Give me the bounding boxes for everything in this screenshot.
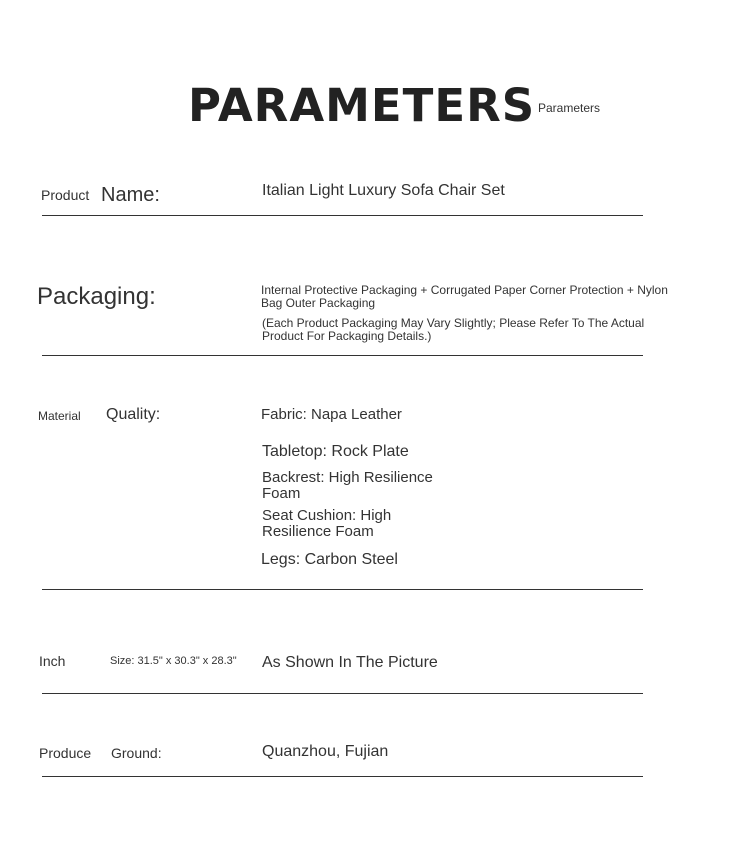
divider-packaging [42, 355, 643, 356]
origin-label-small: Produce [39, 745, 92, 761]
origin-label: Ground: [111, 745, 162, 761]
size-label-small: Inch [39, 653, 66, 669]
packaging-value: Internal Protective Packaging + Corrugated Paper Corner Protection + Nylon Bag Outer Packaging [261, 283, 668, 310]
origin-value: Quanzhou, Fujian [262, 743, 389, 760]
packaging-label: Packaging: [37, 283, 156, 310]
divider-product-name [42, 215, 643, 216]
material-label: Quality: [106, 406, 161, 423]
material-item-tabletop: Tabletop: Rock Plate [262, 443, 409, 460]
material-item-backrest: Backrest: High Resilience Foam [262, 469, 433, 502]
divider-origin [42, 776, 643, 777]
material-label-small: Material [38, 409, 81, 423]
divider-material [42, 589, 643, 590]
material-item-fabric: Fabric: Napa Leather [261, 406, 402, 423]
product-name-value: Italian Light Luxury Sofa Chair Set [262, 182, 505, 199]
product-name-label: Name: [101, 184, 160, 206]
size-label: Size: 31.5" x 30.3" x 28.3" [110, 655, 237, 667]
size-value: As Shown In The Picture [262, 654, 438, 671]
divider-size [42, 693, 643, 694]
material-item-legs: Legs: Carbon Steel [261, 551, 398, 568]
product-name-label-small: Product [41, 187, 90, 203]
packaging-note: (Each Product Packaging May Vary Slightly; Please Refer To The Actual Product For Packaging Details.) [262, 316, 645, 343]
page-subtitle: Parameters [538, 101, 601, 115]
material-item-seat-cushion: Seat Cushion: High Resilience Foam [262, 507, 392, 540]
page-title: PARAMETERS [188, 79, 536, 132]
